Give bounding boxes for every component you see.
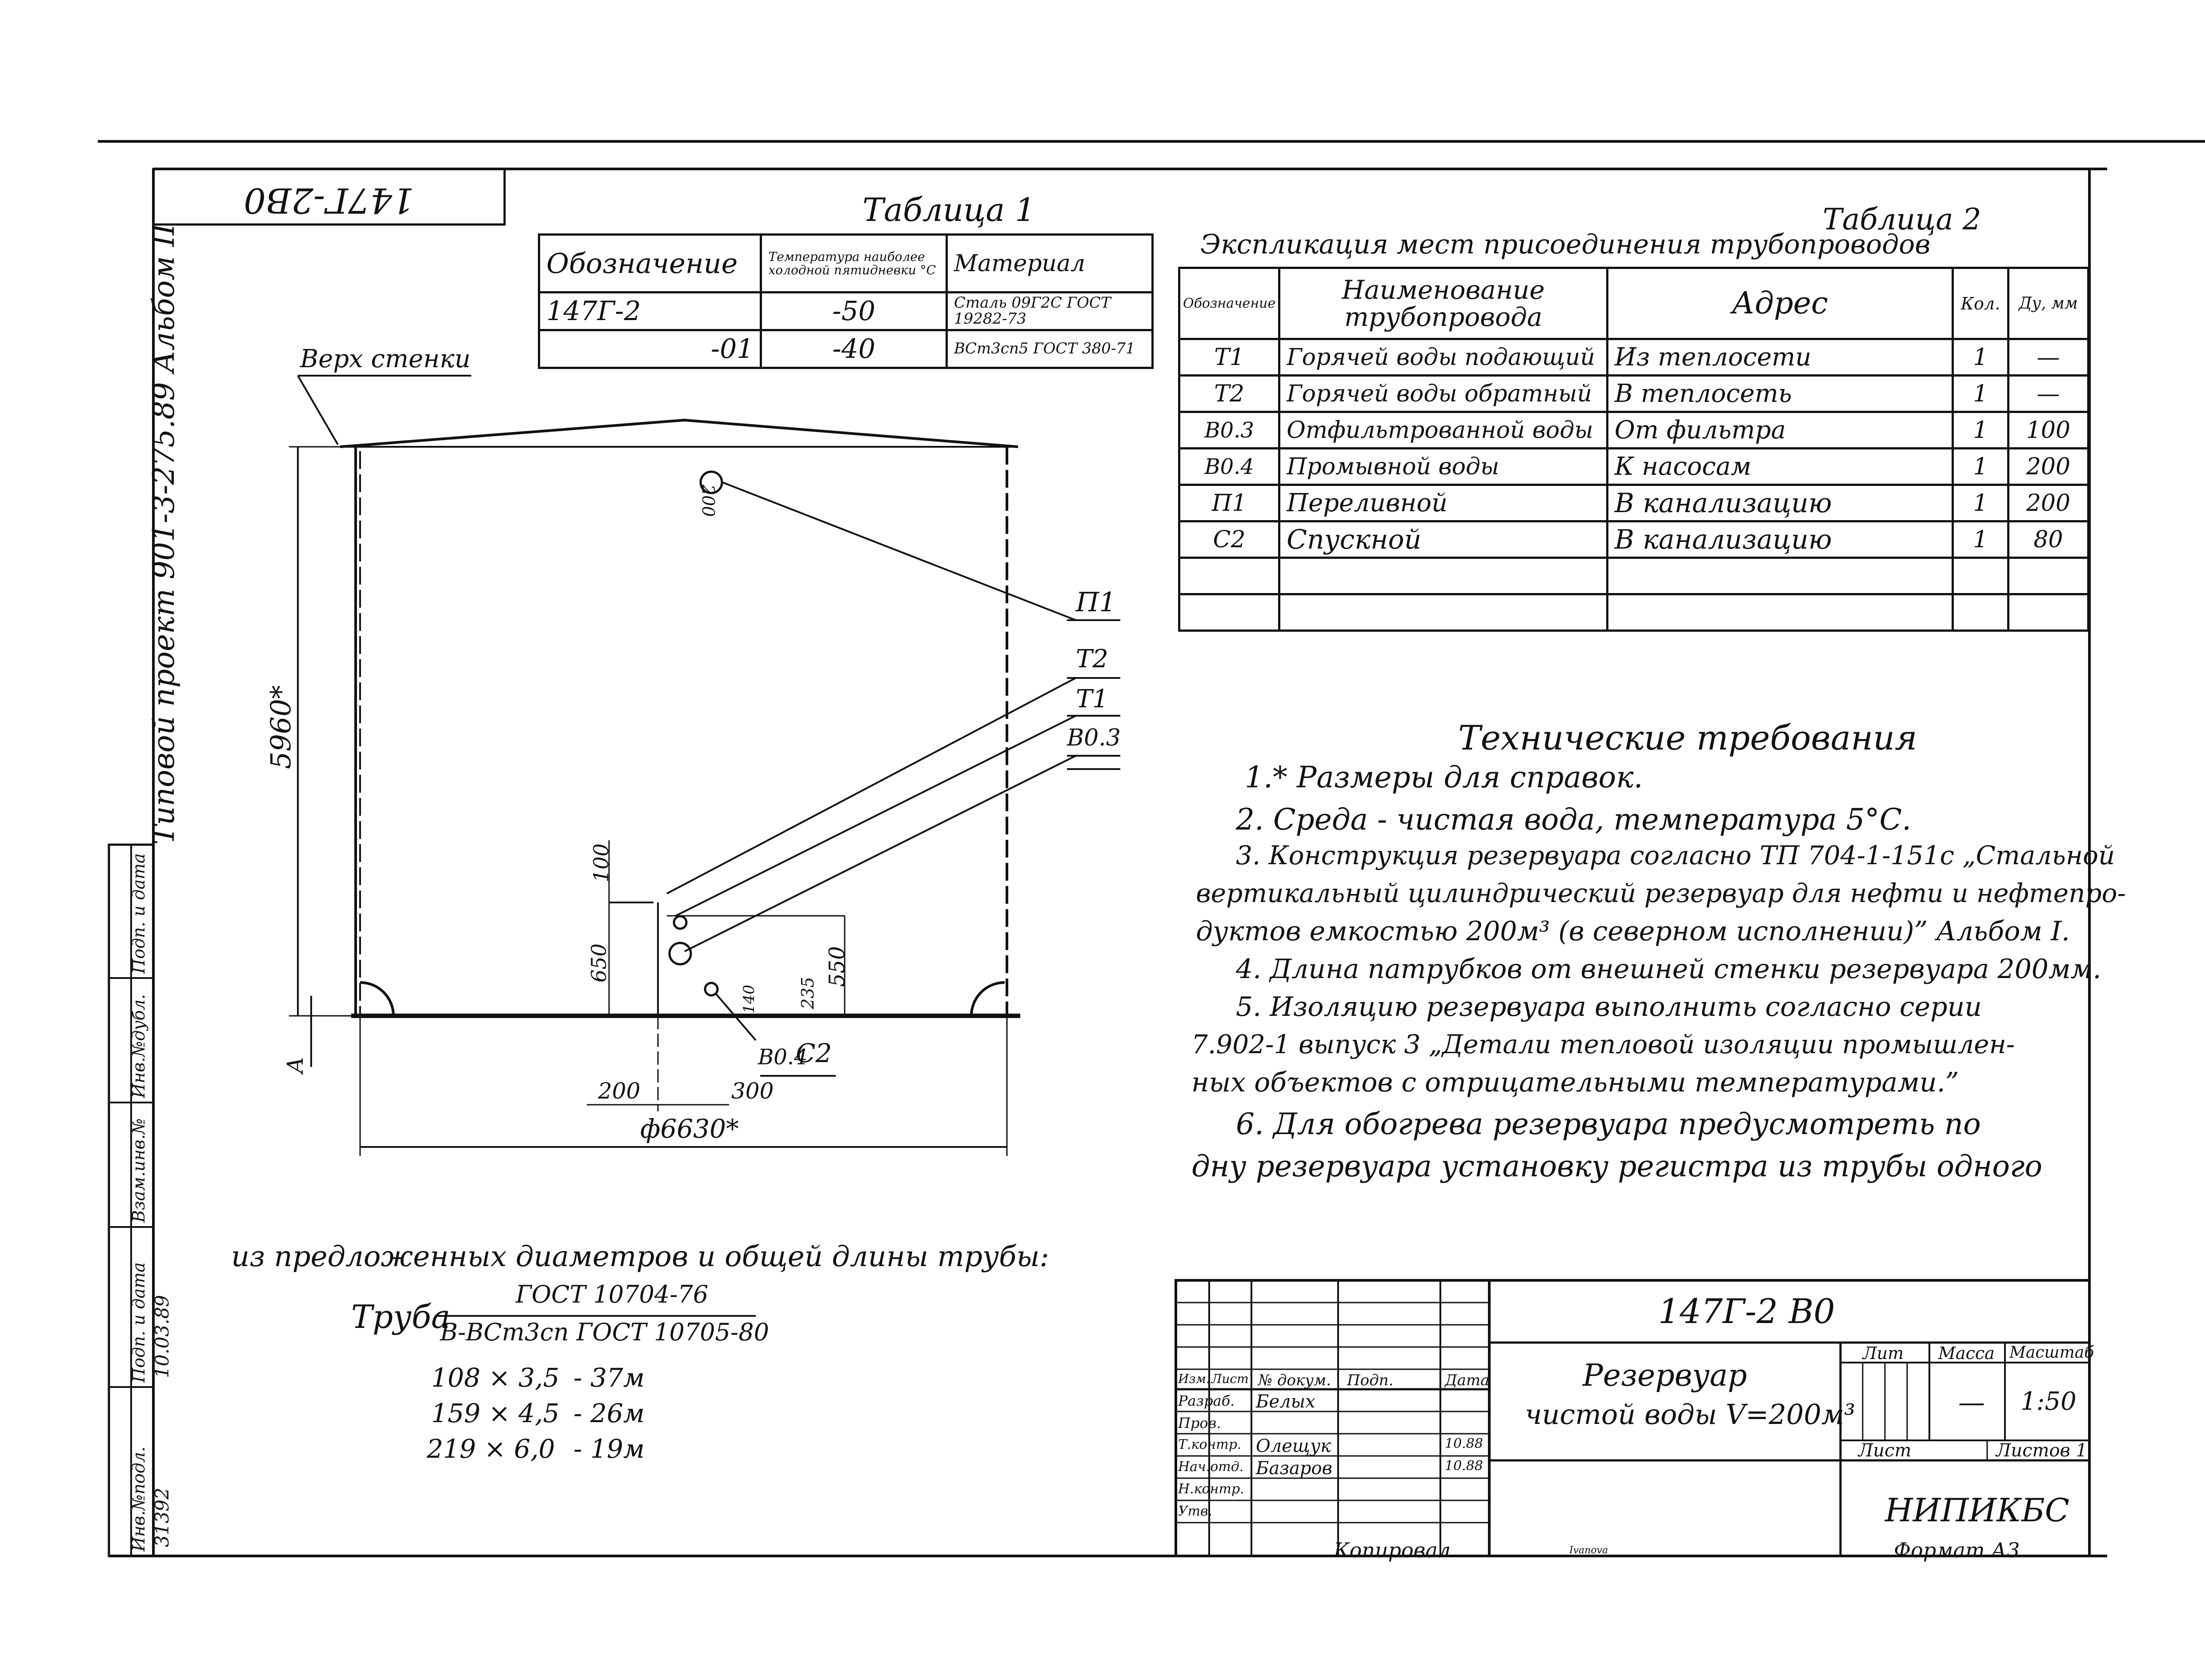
table2-title: Таблица 2 xyxy=(1823,202,1981,237)
side-stamp-label-2: Подп. и дата xyxy=(129,1262,148,1383)
table-row: В0.3 Отфильтрованной воды От фильтра 1 100 xyxy=(1179,412,2089,449)
requirement-line: 4. Длина патрубков от внешней стенки резервуара 200мм. xyxy=(1236,954,2101,985)
table2 xyxy=(1178,267,2089,632)
side-stamp-label-1: Инв.№подл. xyxy=(129,1446,148,1552)
requirement-line: 5. Изоляцию резервуара выполнить согласно серии xyxy=(1236,991,1982,1022)
callout-c2: С2 xyxy=(796,1038,832,1068)
requirement-line: 2. Среда - чистая вода, температура 5°С. xyxy=(1236,802,1912,837)
top-code: 147Г-2В0 xyxy=(244,180,414,220)
dim-650-label: 650 xyxy=(587,943,611,982)
pipe-spec-label: Труба xyxy=(351,1298,450,1335)
sheet-label: Лист xyxy=(1858,1440,1912,1461)
tb-name: Базаров xyxy=(1256,1458,1332,1479)
side-stamp-label-4: Инв.№дубл. xyxy=(129,994,148,1098)
tb-col-header: Лист xyxy=(1211,1371,1249,1386)
doc-code: 147Г-2 В0 xyxy=(1658,1291,1835,1331)
pipe-size: 159 × 4,5 xyxy=(431,1398,560,1428)
nozzle-c2 xyxy=(705,983,718,995)
table2-header-qty: Кол. xyxy=(1952,268,2008,339)
tb-name: Белых xyxy=(1256,1391,1315,1412)
table1-cell-temp: -40 xyxy=(761,330,946,368)
pipe-spec-denominator: В-ВСт3сп ГОСТ 10705-80 xyxy=(440,1318,769,1346)
dim-140-label: 140 xyxy=(740,985,758,1014)
format-label: Формат А3 xyxy=(1894,1538,2020,1562)
section-mark-a: А xyxy=(282,1057,308,1074)
table1-cell-material: ВСт3сп5 ГОСТ 380-71 xyxy=(946,330,1152,368)
pipe-spec-intro: из предложенных диаметров и общей длины трубы: xyxy=(231,1240,1049,1273)
dim-300-label: 300 xyxy=(731,1078,774,1104)
fillet-left xyxy=(360,982,393,1016)
requirement-line: дуктов емкостью 200м³ (в северном исполнении)” Альбом I. xyxy=(1196,916,2070,947)
table1-header-temp: Температура наиболее холодной пятидневки °С xyxy=(761,235,946,293)
tb-col-header: Подп. xyxy=(1347,1371,1394,1389)
sheets-label: Листов 1 xyxy=(1996,1440,2087,1461)
tb-col-header: № докум. xyxy=(1258,1371,1331,1389)
table-row: Т2 Горячей воды обратный В теплосеть 1 — xyxy=(1179,376,2089,412)
requirements-title: Технические требования xyxy=(1458,718,1917,758)
title-line-1: Резервуар xyxy=(1583,1358,1747,1393)
dim-100-label: 100 xyxy=(589,843,613,882)
scale-value: 1:50 xyxy=(2021,1387,2077,1416)
leader-t1 xyxy=(676,716,1076,916)
diameter-dimension: ф6630* xyxy=(640,1114,739,1144)
table1-cell-designation: -01 xyxy=(539,330,761,368)
callout-b04: В0.4 xyxy=(758,1045,808,1070)
tb-date: 10.88 xyxy=(1445,1458,1483,1474)
tb-role: Пров. xyxy=(1178,1415,1221,1431)
height-dimension: 5960* xyxy=(265,685,297,769)
fillet-right xyxy=(971,982,1005,1016)
requirement-line: 7.902-1 выпуск 3 „Детали тепловой изоляции промышлен- xyxy=(1191,1029,2015,1059)
requirement-line: вертикальный цилиндрический резервуар для нефти и нефтепро- xyxy=(1196,878,2126,908)
top-of-wall-label: Верх стенки xyxy=(300,345,471,373)
table1-title: Таблица 1 xyxy=(862,191,1035,229)
table2-header-du: Ду, мм xyxy=(2008,268,2088,339)
tb-date: 10.88 xyxy=(1445,1436,1483,1451)
pipe-spec-numerator: ГОСТ 10704-76 xyxy=(516,1280,709,1308)
tank-roof xyxy=(340,420,1018,447)
requirement-line: 3. Конструкция резервуара согласно ТП 704-1-151с „Стальной xyxy=(1236,840,2115,870)
copied-by-label: Копировал xyxy=(1334,1538,1451,1562)
side-stamp-value-1: 31392 xyxy=(151,1488,173,1547)
nozzle-t1 xyxy=(674,916,686,929)
table2-subtitle: Экспликация мест присоединения трубопроводов xyxy=(1200,229,1931,260)
callout-p1: П1 xyxy=(1076,587,1116,618)
left-vertical-text: Типовой проект 901-3-275.89 Альбом II xyxy=(147,223,181,845)
table1-cell-temp: -50 xyxy=(761,293,946,330)
callout-t1: Т1 xyxy=(1076,685,1108,714)
table1-header-material: Материал xyxy=(946,235,1152,293)
callout-t2: Т2 xyxy=(1076,645,1108,674)
dim-550-label: 550 xyxy=(825,946,850,987)
organization: НИПИКБС xyxy=(1885,1492,2069,1529)
nozzle-b03 xyxy=(670,943,691,964)
requirement-line: 1.* Размеры для справок. xyxy=(1245,760,1643,794)
tb-role: Н.контр. xyxy=(1178,1481,1244,1497)
tb-col-header: Дата xyxy=(1445,1371,1490,1389)
table1-cell-material: Сталь 09Г2С ГОСТ 19282-73 xyxy=(946,293,1152,330)
pipe-length: - 19м xyxy=(573,1434,645,1464)
table-row xyxy=(1179,594,2089,631)
dim-top-label: 200 xyxy=(698,485,718,517)
tb-role: Т.контр. xyxy=(1178,1437,1242,1452)
leader-p1 xyxy=(722,482,1076,620)
table-row xyxy=(1179,558,2089,594)
table2-header-name: Наименование трубопровода xyxy=(1279,268,1608,339)
requirement-line: дну резервуара установку регистра из трубы одного xyxy=(1191,1149,2043,1183)
table-row: В0.4 Промывной воды К насосам 1 200 xyxy=(1179,449,2089,485)
requirement-line: ных объектов с отрицательными температурами.” xyxy=(1191,1067,1959,1098)
footer-mid: Ivanova xyxy=(1569,1545,1608,1556)
pipe-size: 219 × 6,0 xyxy=(427,1434,555,1464)
callout-b03: В0.3 xyxy=(1067,725,1121,751)
dim-235-label: 235 xyxy=(798,977,818,1009)
title-line-2: чистой воды V=200м³ xyxy=(1525,1398,1856,1431)
side-stamp-label-5: Подп. и дата xyxy=(129,853,148,974)
table1-header-designation: Обозначение xyxy=(539,235,761,293)
pipe-length: - 37м xyxy=(573,1363,645,1393)
mass-header: Масса xyxy=(1938,1343,1995,1363)
table-row: Т1 Горячей воды подающий Из теплосети 1 — xyxy=(1179,339,2089,376)
table2-header-code: Обозначение xyxy=(1179,268,1279,339)
table1-cell-designation: 147Г-2 xyxy=(539,293,761,330)
tb-role: Разраб. xyxy=(1178,1392,1235,1409)
tb-name: Олещук xyxy=(1256,1436,1331,1456)
mass-value: — xyxy=(1958,1387,1985,1418)
requirement-line: 6. Для обогрева резервуара предусмотреть по xyxy=(1236,1107,1981,1141)
tb-role: Нач.отд. xyxy=(1178,1459,1244,1475)
table1 xyxy=(538,233,1154,369)
pipe-size: 108 × 3,5 xyxy=(431,1363,560,1393)
table2-header-address: Адрес xyxy=(1607,268,1952,339)
side-stamp-label-3: Взам.инв.№ xyxy=(129,1118,148,1223)
table-row: С2 Спускной В канализацию 1 80 xyxy=(1179,521,2089,558)
table-row: П1 Переливной В канализацию 1 200 xyxy=(1179,485,2089,521)
dim-200-label: 200 xyxy=(598,1078,641,1104)
pipe-length: - 26м xyxy=(573,1398,645,1428)
lit-header: Лит xyxy=(1863,1343,1904,1363)
tb-col-header: Изм. xyxy=(1178,1371,1210,1386)
top-label-leader xyxy=(298,376,338,445)
tb-role: Утв. xyxy=(1178,1504,1213,1519)
side-stamp-value-2: 10.03.89 xyxy=(151,1295,173,1378)
scale-header: Масштаб xyxy=(2009,1343,2094,1362)
